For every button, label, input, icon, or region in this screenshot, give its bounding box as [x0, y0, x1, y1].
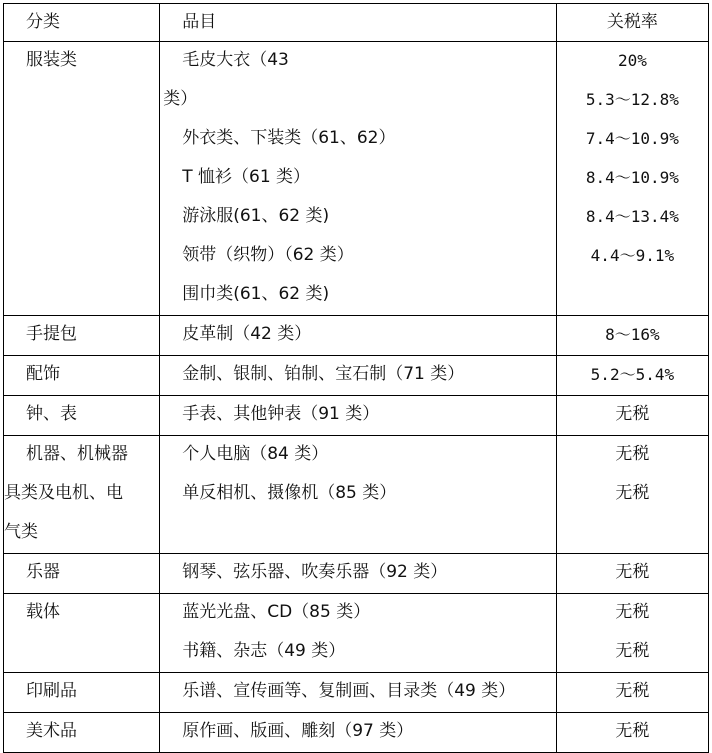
category-line: 载体	[26, 602, 60, 622]
rate-cell	[556, 436, 708, 554]
item-line: 金制、银制、铂制、宝石制（71 类）	[182, 364, 465, 384]
rate-line	[557, 514, 708, 553]
table-row	[4, 554, 709, 594]
item-line: 围巾类(61、62 类)	[182, 284, 330, 304]
category-line: 服装类	[26, 50, 77, 70]
item-cell	[160, 554, 557, 594]
tariff-table	[3, 3, 709, 753]
item-cell	[160, 673, 557, 713]
item-line	[160, 514, 556, 553]
item-line: 个人电脑（84 类）	[182, 444, 329, 464]
category-line: 乐器	[26, 562, 60, 582]
table-row	[4, 594, 709, 673]
rate-line: 无税	[615, 602, 650, 622]
item-line: 单反相机、摄像机（85 类）	[182, 483, 397, 503]
table-row	[4, 713, 709, 753]
rate-line: 无税	[615, 404, 650, 424]
rate-cell	[556, 42, 708, 316]
table-row	[4, 673, 709, 713]
tariff-table-body	[4, 4, 709, 753]
rate-cell	[556, 396, 708, 436]
rate-line: 无税	[615, 681, 650, 701]
item-line: 原作画、版画、雕刻（97 类）	[182, 721, 414, 741]
category-cell	[4, 42, 160, 316]
item-line: 乐谱、宣传画等、复制画、目录类（49 类）	[182, 681, 516, 701]
item-cell	[160, 594, 557, 673]
category-line: 配饰	[26, 364, 60, 384]
rate-cell	[556, 316, 708, 356]
rate-line: 无税	[615, 721, 650, 741]
table-row	[4, 316, 709, 356]
category-cell	[4, 436, 160, 554]
item-cell	[160, 713, 557, 753]
table-row	[4, 356, 709, 396]
item-line: 书籍、杂志（49 类）	[182, 641, 346, 661]
header-category: 分类	[26, 12, 60, 32]
rate-line: 5.3～12.8%	[585, 90, 679, 109]
item-line: 毛皮大衣（43	[182, 50, 289, 70]
header-rate: 关税率	[606, 12, 658, 32]
item-line: 手表、其他钟表（91 类）	[182, 404, 380, 424]
rate-cell	[556, 673, 708, 713]
category-line: 气类	[4, 522, 38, 542]
category-cell	[4, 673, 160, 713]
header-item-cell	[160, 4, 557, 42]
category-cell	[4, 396, 160, 436]
item-cell	[160, 356, 557, 396]
category-line: 具类及电机、电	[4, 483, 123, 503]
rate-cell	[556, 356, 708, 396]
item-cell	[160, 42, 557, 316]
table-row	[4, 436, 709, 554]
table-row	[4, 396, 709, 436]
item-line: 蓝光光盘、CD（85 类）	[182, 602, 371, 622]
rate-cell	[556, 554, 708, 594]
category-line: 手提包	[26, 324, 77, 344]
rate-line: 无税	[615, 562, 650, 582]
category-cell	[4, 316, 160, 356]
category-line	[4, 159, 159, 198]
table-row	[4, 42, 709, 316]
rate-line: 无税	[615, 444, 650, 464]
rate-line: 8.4～13.4%	[585, 207, 679, 226]
header-row	[4, 4, 709, 42]
rate-cell	[556, 713, 708, 753]
item-cell	[160, 396, 557, 436]
header-category-cell	[4, 4, 160, 42]
item-line: 外衣类、下装类（61、62）	[182, 128, 396, 148]
rate-line: 4.4～9.1%	[590, 246, 675, 265]
category-line	[4, 198, 159, 237]
item-cell	[160, 316, 557, 356]
category-line: 印刷品	[26, 681, 77, 701]
category-line: 机器、机械器	[26, 444, 128, 464]
item-cell	[160, 436, 557, 554]
category-cell	[4, 554, 160, 594]
category-line	[4, 237, 159, 276]
category-cell	[4, 594, 160, 673]
rate-line	[557, 276, 708, 315]
header-item: 品目	[182, 12, 217, 32]
item-line: 领带（织物）（62 类）	[182, 245, 354, 265]
rate-cell	[556, 594, 708, 673]
category-cell	[4, 356, 160, 396]
item-line: 游泳服(61、62 类)	[182, 206, 330, 226]
category-line	[4, 276, 159, 315]
category-line	[4, 633, 159, 672]
category-line	[4, 81, 159, 120]
rate-line: 20%	[617, 51, 647, 70]
item-line: 类）	[163, 89, 198, 109]
item-line: 皮革制（42 类）	[182, 324, 312, 344]
rate-line: 无税	[615, 483, 650, 503]
category-line: 钟、表	[26, 404, 77, 424]
rate-line: 无税	[615, 641, 650, 661]
rate-line: 8.4～10.9%	[585, 168, 679, 187]
category-cell	[4, 713, 160, 753]
rate-line: 7.4～10.9%	[585, 129, 679, 148]
category-line: 美术品	[26, 721, 77, 741]
item-line: 钢琴、弦乐器、吹奏乐器（92 类）	[182, 562, 448, 582]
header-rate-cell	[556, 4, 708, 42]
category-line	[4, 120, 159, 159]
rate-line: 5.2～5.4%	[590, 365, 675, 384]
rate-line: 8～16%	[605, 325, 660, 344]
item-line: T 恤衫（61 类）	[182, 167, 311, 187]
